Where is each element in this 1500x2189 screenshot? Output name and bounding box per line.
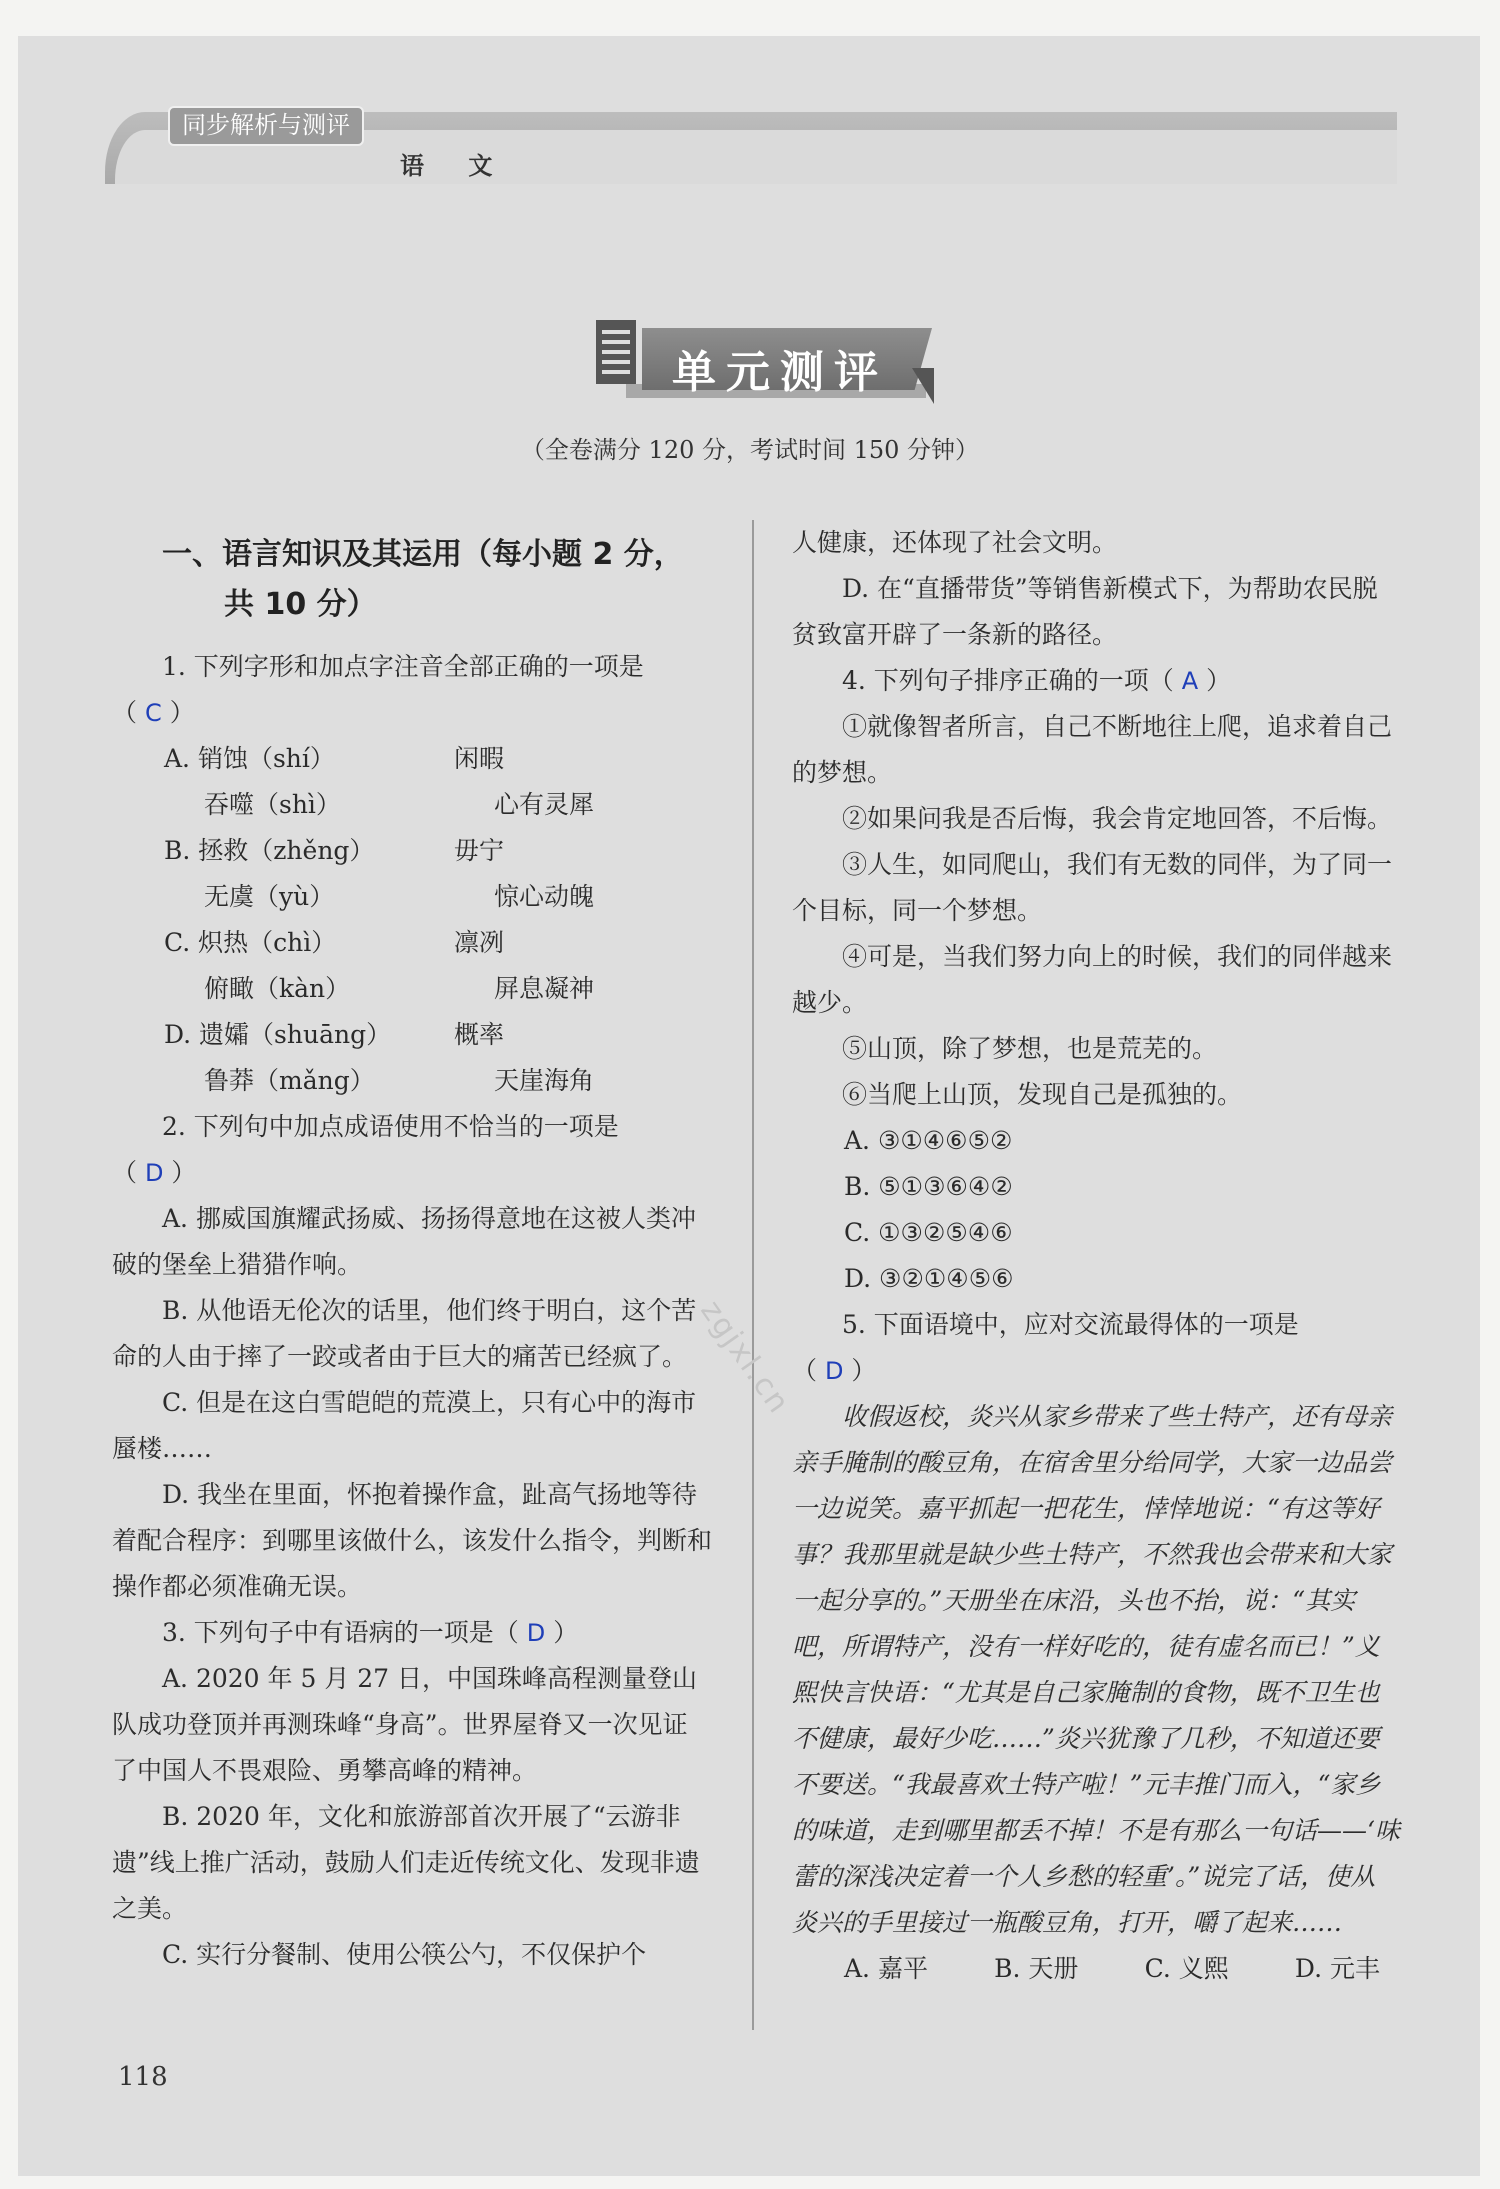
q4-sentence: ②如果问我是否后悔，我会肯定地回答，不后悔。 — [842, 804, 1393, 833]
q1-option-row: 无虞（yù） 惊心动魄 — [204, 882, 595, 911]
section-title: 一、语言知识及其运用（每小题 2 分， 共 10 分） — [162, 537, 684, 622]
q4-option: D. ③②①④⑤⑥ — [844, 1264, 1014, 1293]
q2-option-c: C. 但是在这白雪皑皑的荒漠上，只有心中的海市蜃楼…… — [112, 1388, 697, 1463]
q1-option-row: B. 拯救（zhěng） 毋宁 — [164, 836, 505, 865]
exam-info: （全卷满分 120 分，考试时间 150 分钟） — [520, 436, 980, 464]
q5-option: B. 天册 — [994, 1954, 1079, 1983]
document-icon — [592, 318, 644, 390]
q3-answer: D — [526, 1619, 546, 1647]
q5-answer: D — [824, 1357, 844, 1385]
q4-answer: A — [1181, 667, 1199, 695]
q4-option: C. ①③②⑤④⑥ — [844, 1218, 1013, 1247]
watermark: zgjxl.cn — [693, 1294, 797, 1421]
column-divider — [752, 520, 754, 2030]
q1-stem: 1. 下列字形和加点字注音全部正确的一项是 — [162, 652, 644, 681]
page-number: 118 — [118, 2062, 168, 2092]
q1-option-row: D. 遗孀（shuāng） 概率 — [164, 1020, 505, 1049]
q3-option-c-cont: 人健康，还体现了社会文明。 — [792, 528, 1118, 557]
series-tag: 同步解析与测评 — [168, 106, 364, 146]
q1-option-row: A. 销蚀（shí） 闲暇 — [164, 744, 505, 773]
q5-stem: 5. 下面语境中，应对交流最得体的一项是 — [842, 1310, 1299, 1339]
q1-option-row: 鲁莽（mǎng） 天崖海角 — [204, 1066, 595, 1095]
q5-option: C. 义熙 — [1144, 1954, 1229, 1983]
q2-option-d: D. 我坐在里面，怀抱着操作盒，趾高气扬地等待着配合程序：到哪里该做什么，该发什么指令，判断和操作都必须准确无误。 — [112, 1480, 713, 1601]
q3-option-a: A. 2020 年 5 月 27 日，中国珠峰高程测量登山队成功登顶并再测珠峰“身高”。世界屋脊又一次见证了中国人不畏艰险、勇攀高峰的精神。 — [112, 1664, 698, 1785]
right-column — [792, 520, 1400, 1992]
q5-option: D. 元丰 — [1294, 1954, 1380, 1983]
q3-option-d: D. 在“直播带货”等销售新模式下，为帮助农民脱贫致富开辟了一条新的路径。 — [792, 574, 1378, 649]
q4-option: B. ⑤①③⑥④② — [844, 1172, 1013, 1201]
q4-option: A. ③①④⑥⑤② — [844, 1126, 1013, 1155]
q2-stem: 2. 下列句中加点成语使用不恰当的一项是 — [162, 1112, 619, 1141]
q1-answer-line: （ C ） — [112, 698, 195, 727]
q4-stem: 4. 下列句子排序正确的一项（ A ） — [842, 666, 1232, 695]
q3-option-b: B. 2020 年，文化和旅游部首次开展了“云游非遗”线上推广活动，鼓励人们走近传统文化、发现非遗之美。 — [112, 1802, 700, 1923]
q5-option: A. 嘉平 — [844, 1954, 928, 1983]
q4-sentence: ⑥当爬上山顶，发现自己是孤独的。 — [842, 1080, 1243, 1109]
q1-option-row: C. 炽热（chì） 凛冽 — [164, 928, 505, 957]
left-column — [112, 520, 712, 1978]
unit-title: 单元测评 — [672, 347, 888, 398]
subject-label: 语 文 — [400, 152, 511, 180]
unit-title-banner — [562, 318, 952, 408]
q1-option-row: 吞噬（shì） 心有灵犀 — [204, 790, 595, 819]
q4-sentence: ⑤山顶，除了梦想，也是荒芜的。 — [842, 1034, 1218, 1063]
q3-stem: 3. 下列句子中有语病的一项是（ D ） — [162, 1618, 579, 1647]
q4-sentence: ④可是，当我们努力向上的时候，我们的同伴越来越少。 — [792, 942, 1393, 1017]
q4-sentence: ③人生，如同爬山，我们有无数的同伴，为了同一个目标，同一个梦想。 — [792, 850, 1393, 925]
q2-answer: D — [144, 1159, 164, 1187]
q5-options — [792, 1946, 1400, 1992]
q5-passage: 收假返校，炎兴从家乡带来了些土特产，还有母亲亲手腌制的酸豆角，在宿舍里分给同学，大家一边品尝一边说笑。嘉平抓起一把花生，悻悻地说：“有这等好事？我那里就是缺少些土特产，不然我也会带来和大家一起分享的。”天册坐在床沿，头也不抬，说：“其实吧，所谓特产，没有一样好吃的，徒有虚名而已！”义熙快言快语：“尤其是自己家腌制的食物，既不卫生也不健康，最好少吃……”炎兴犹豫了几秒，不知道还要不要送。“我最喜欢土特产啦！”元丰推门而入，“家乡的味道，走到哪里都丢不掉！不是有那么一句话——‘味蕾的深浅决定着一个人乡愁的轻重’。”说完了话，使从炎兴的手里接过一瓶酸豆角，打开，嚼了起来…… — [792, 1402, 1400, 1937]
q2-option-a: A. 挪威国旗耀武扬威、扬扬得意地在这被人类冲破的堡垒上猎猎作响。 — [112, 1204, 696, 1279]
q4-sentence: ①就像智者所言，自己不断地往上爬，追求着自己的梦想。 — [792, 712, 1393, 787]
q1-option-row: 俯瞰（kàn） 屏息凝神 — [204, 974, 595, 1003]
q2-answer-line: （ D ） — [112, 1158, 197, 1187]
q3-option-c: C. 实行分餐制、使用公筷公勺，不仅保护个 — [162, 1940, 647, 1969]
q4-options — [792, 1118, 1400, 1302]
q1-answer: C — [144, 699, 162, 727]
q5-answer-line: （ D ） — [792, 1356, 877, 1385]
q2-option-b: B. 从他语无伦次的话里，他们终于明白，这个苦命的人由于摔了一跤或者由于巨大的痛苦已经疯了。 — [112, 1296, 697, 1371]
